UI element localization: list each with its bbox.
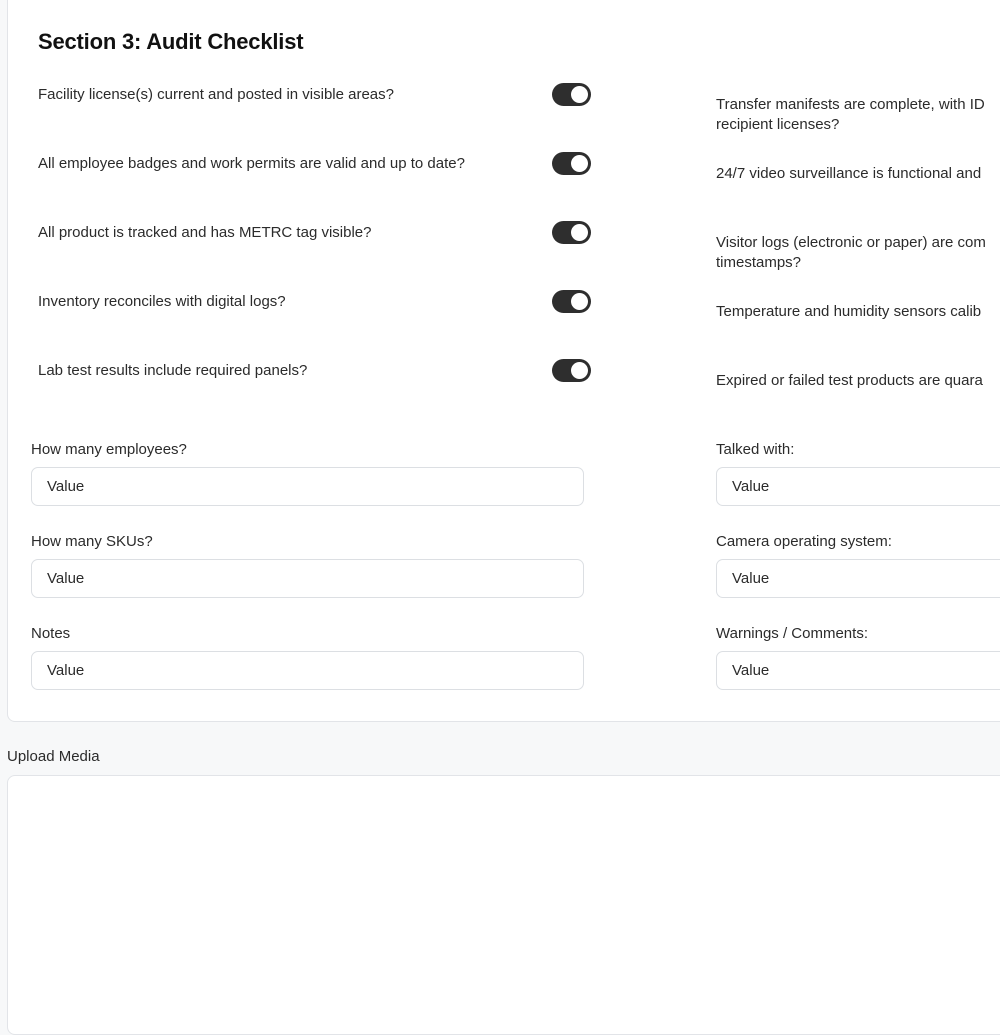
toggle-knob <box>571 155 588 172</box>
audit-checklist-card <box>7 0 1000 722</box>
toggle-facility-license[interactable] <box>552 83 591 106</box>
employees-count-input[interactable] <box>31 467 584 506</box>
checklist-question-lab-test-results: Lab test results include required panels? <box>38 362 308 379</box>
toggle-metrc-tag[interactable] <box>552 221 591 244</box>
checklist-question-inventory-reconciles: Inventory reconciles with digital logs? <box>38 293 286 310</box>
talked-with-label: Talked with: <box>716 441 795 458</box>
sku-count-label: How many SKUs? <box>31 533 153 550</box>
notes-label: Notes <box>31 625 71 642</box>
camera-os-label: Camera operating system: <box>716 533 892 550</box>
toggle-knob <box>571 86 588 103</box>
camera-os-input[interactable] <box>716 559 1000 598</box>
checklist-question-visitor-logs: Visitor logs (electronic or paper) are com timestamps? <box>716 234 986 271</box>
checklist-question-temperature-sensors: Temperature and humidity sensors calib <box>716 303 982 320</box>
toggle-lab-test-results[interactable] <box>552 359 591 382</box>
warnings-comments-label: Warnings / Comments: <box>716 625 868 642</box>
toggle-employee-badges[interactable] <box>552 152 591 175</box>
upload-media-dropzone[interactable] <box>7 775 1000 1035</box>
toggle-knob <box>571 224 588 241</box>
toggle-inventory-reconciles[interactable] <box>552 290 591 313</box>
upload-media-label: Upload Media <box>7 748 100 765</box>
checklist-question-transfer-manifests: Transfer manifests are complete, with ID recipient licenses? <box>716 96 985 133</box>
sku-count-input[interactable] <box>31 559 584 598</box>
checklist-question-employee-badges: All employee badges and work permits are valid and up to date? <box>38 155 465 172</box>
checklist-question-facility-license: Facility license(s) current and posted in visible areas? <box>38 86 394 103</box>
talked-with-input[interactable] <box>716 467 1000 506</box>
checklist-question-video-surveillance: 24/7 video surveillance is functional and <box>716 165 982 182</box>
toggle-knob <box>571 362 588 379</box>
warnings-comments-input[interactable] <box>716 651 1000 690</box>
checklist-question-metrc-tag: All product is tracked and has METRC tag visible? <box>38 224 372 241</box>
checklist-question-expired-products: Expired or failed test products are quara <box>716 372 983 389</box>
notes-input[interactable] <box>31 651 584 690</box>
toggle-knob <box>571 293 588 310</box>
employees-count-label: How many employees? <box>31 441 187 458</box>
section-title: Section 3: Audit Checklist <box>38 29 304 54</box>
